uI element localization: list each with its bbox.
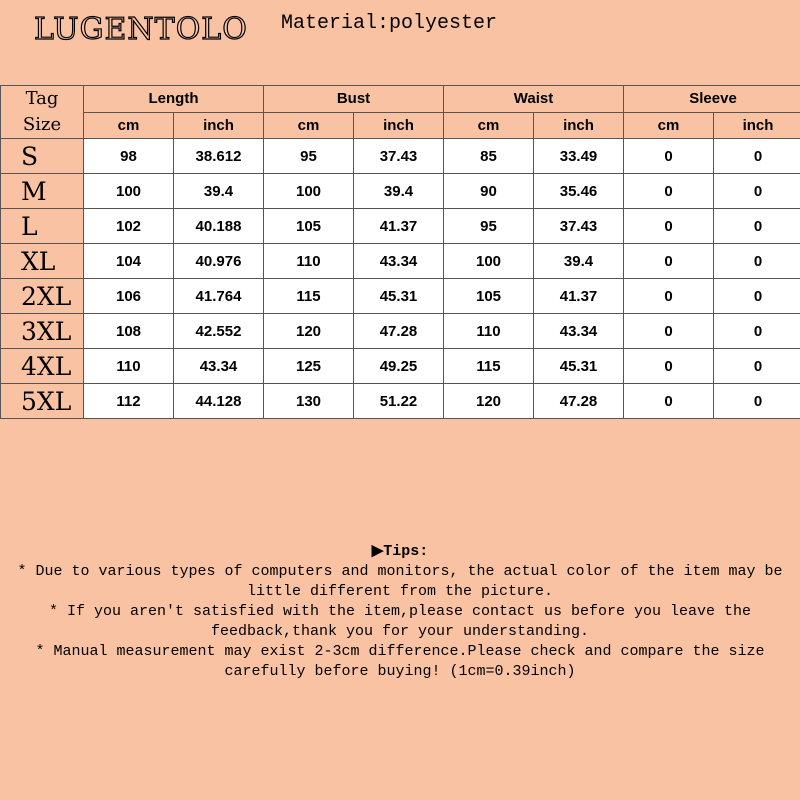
unit-header: inch bbox=[174, 112, 264, 139]
unit-header: inch bbox=[534, 112, 624, 139]
size-cell: S bbox=[1, 139, 84, 174]
table-cell: 40.188 bbox=[174, 209, 264, 244]
table-cell: 108 bbox=[84, 314, 174, 349]
tips-line: feedback,thank you for your understanding. bbox=[210, 623, 590, 640]
table-cell: 105 bbox=[264, 209, 354, 244]
tips-title: ▶Tips: bbox=[371, 543, 429, 560]
table-cell: 45.31 bbox=[534, 349, 624, 384]
table-cell: 95 bbox=[264, 139, 354, 174]
size-label: Size bbox=[22, 114, 62, 135]
table-cell: 0 bbox=[624, 139, 714, 174]
tips-line: carefully before buying! (1cm=0.39inch) bbox=[224, 663, 576, 680]
table-cell: 0 bbox=[714, 139, 800, 174]
tag-label: Tag bbox=[25, 88, 59, 109]
table-cell: 120 bbox=[444, 384, 534, 419]
table-cell: 0 bbox=[714, 384, 800, 419]
table-cell: 85 bbox=[444, 139, 534, 174]
group-header-length: Length bbox=[84, 86, 264, 113]
unit-header: inch bbox=[354, 112, 444, 139]
group-header-waist: Waist bbox=[444, 86, 624, 113]
table-cell: 0 bbox=[714, 349, 800, 384]
table-row bbox=[1, 384, 800, 419]
material-label: Material:polyester bbox=[281, 12, 498, 35]
size-cell: 3XL bbox=[1, 314, 84, 349]
table-row bbox=[1, 139, 800, 174]
unit-header: cm bbox=[84, 112, 174, 139]
table-cell: 41.37 bbox=[534, 279, 624, 314]
table-cell: 47.28 bbox=[354, 314, 444, 349]
unit-header: cm bbox=[624, 112, 714, 139]
header-row-groups bbox=[1, 86, 800, 113]
size-cell: 2XL bbox=[1, 279, 84, 314]
table-cell: 49.25 bbox=[354, 349, 444, 384]
table-cell: 106 bbox=[84, 279, 174, 314]
size-cell: XL bbox=[1, 244, 84, 279]
table-cell: 120 bbox=[264, 314, 354, 349]
table-row bbox=[1, 349, 800, 384]
table-cell: 100 bbox=[84, 174, 174, 209]
unit-header: cm bbox=[444, 112, 534, 139]
size-cell: L bbox=[1, 209, 84, 244]
table-cell: 43.34 bbox=[534, 314, 624, 349]
group-header-sleeve: Sleeve bbox=[624, 86, 800, 113]
table-cell: 44.128 bbox=[174, 384, 264, 419]
table-cell: 125 bbox=[264, 349, 354, 384]
table-row bbox=[1, 209, 800, 244]
table-cell: 37.43 bbox=[534, 209, 624, 244]
unit-header: inch bbox=[714, 112, 800, 139]
table-row bbox=[1, 314, 800, 349]
unit-header: cm bbox=[264, 112, 354, 139]
table-cell: 0 bbox=[624, 174, 714, 209]
tips-line: little different from the picture. bbox=[246, 583, 554, 600]
table-cell: 0 bbox=[624, 279, 714, 314]
table-cell: 130 bbox=[264, 384, 354, 419]
tips-line: * If you aren't satisfied with the item,please contact us before you leave the bbox=[48, 603, 752, 620]
table-cell: 0 bbox=[714, 174, 800, 209]
table-row bbox=[1, 244, 800, 279]
table-cell: 95 bbox=[444, 209, 534, 244]
table-cell: 98 bbox=[84, 139, 174, 174]
table-cell: 37.43 bbox=[354, 139, 444, 174]
size-chart-table bbox=[0, 85, 800, 419]
table-cell: 115 bbox=[264, 279, 354, 314]
table-row bbox=[1, 279, 800, 314]
table-cell: 42.552 bbox=[174, 314, 264, 349]
table-cell: 43.34 bbox=[174, 349, 264, 384]
table-cell: 38.612 bbox=[174, 139, 264, 174]
table-cell: 39.4 bbox=[174, 174, 264, 209]
table-cell: 115 bbox=[444, 349, 534, 384]
table-cell: 40.976 bbox=[174, 244, 264, 279]
tips-section bbox=[0, 542, 800, 682]
table-cell: 39.4 bbox=[354, 174, 444, 209]
header-row-units bbox=[1, 112, 800, 139]
table-cell: 0 bbox=[624, 384, 714, 419]
table-cell: 0 bbox=[624, 209, 714, 244]
tips-line: * Manual measurement may exist 2-3cm difference.Please check and compare the size bbox=[35, 643, 765, 660]
table-cell: 0 bbox=[714, 209, 800, 244]
table-cell: 110 bbox=[444, 314, 534, 349]
table-cell: 41.764 bbox=[174, 279, 264, 314]
tag-size-header bbox=[1, 86, 84, 139]
table-cell: 0 bbox=[624, 244, 714, 279]
table-cell: 43.34 bbox=[354, 244, 444, 279]
size-cell: 4XL bbox=[1, 349, 84, 384]
table-cell: 112 bbox=[84, 384, 174, 419]
table-cell: 0 bbox=[624, 314, 714, 349]
table-cell: 0 bbox=[714, 279, 800, 314]
table-cell: 0 bbox=[714, 244, 800, 279]
group-header-bust: Bust bbox=[264, 86, 444, 113]
table-cell: 104 bbox=[84, 244, 174, 279]
table-cell: 105 bbox=[444, 279, 534, 314]
table-cell: 51.22 bbox=[354, 384, 444, 419]
size-cell: M bbox=[1, 174, 84, 209]
tips-line: * Due to various types of computers and monitors, the actual color of the item may be bbox=[17, 563, 783, 580]
table-cell: 100 bbox=[264, 174, 354, 209]
table-cell: 102 bbox=[84, 209, 174, 244]
brand-logo: LUGENTOLO bbox=[34, 12, 248, 47]
table-cell: 110 bbox=[264, 244, 354, 279]
size-cell: 5XL bbox=[1, 384, 84, 419]
table-row bbox=[1, 174, 800, 209]
table-cell: 110 bbox=[84, 349, 174, 384]
table-cell: 0 bbox=[714, 314, 800, 349]
table-cell: 33.49 bbox=[534, 139, 624, 174]
table-cell: 0 bbox=[624, 349, 714, 384]
table-cell: 39.4 bbox=[534, 244, 624, 279]
table-cell: 35.46 bbox=[534, 174, 624, 209]
table-cell: 41.37 bbox=[354, 209, 444, 244]
table-cell: 45.31 bbox=[354, 279, 444, 314]
table-cell: 90 bbox=[444, 174, 534, 209]
table-cell: 47.28 bbox=[534, 384, 624, 419]
table-cell: 100 bbox=[444, 244, 534, 279]
